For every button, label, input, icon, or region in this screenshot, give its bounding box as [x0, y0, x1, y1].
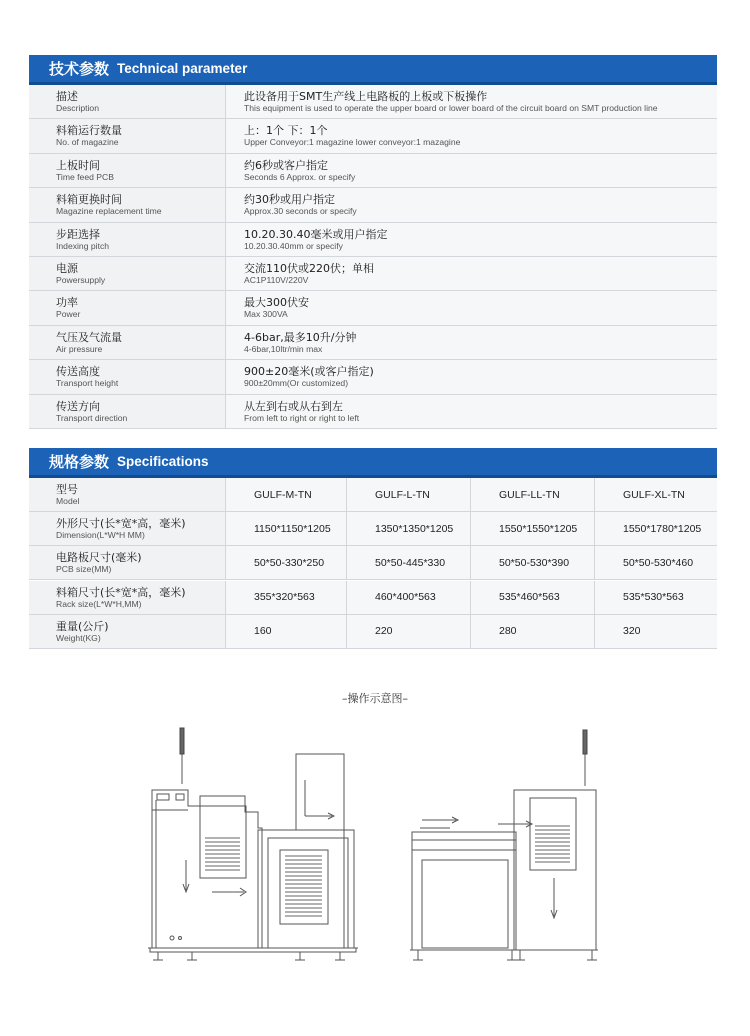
table-row [29, 360, 717, 394]
label-zh: 功率 [56, 296, 78, 310]
value-zh: 约30秒或用户指定 [244, 193, 335, 207]
table-cell: GULF-LL-TN [470, 478, 594, 511]
row-label [29, 546, 224, 579]
value-en: 900±20mm(Or customized) [244, 378, 349, 389]
table-row [29, 223, 717, 257]
label-zh: 料箱运行数量 [56, 124, 122, 138]
table-cell: 50*50-530*390 [470, 546, 594, 579]
section-title-en: Technical parameter [117, 61, 248, 76]
row-value [225, 291, 717, 324]
value-zh: 最大300伏安 [244, 296, 309, 310]
label-en: Transport height [56, 378, 119, 389]
row-label [29, 85, 224, 118]
value-en: AC1P110V/220V [244, 275, 309, 285]
table-row [29, 615, 717, 649]
diagram-caption: –操作示意图– [342, 692, 408, 705]
table-cell: 320 [594, 615, 717, 648]
label-zh: 重量(公斤) [56, 619, 109, 633]
specifications-header [29, 448, 717, 478]
table-cell: 355*320*563 [225, 581, 346, 614]
table-row [29, 257, 717, 291]
value-en: 4-6bar,10ltr/min max [244, 343, 323, 354]
table-row [29, 188, 717, 222]
row-value [225, 326, 717, 359]
side-view-drawing [410, 730, 598, 960]
label-en: Dimension(L*W*H MM) [56, 530, 145, 541]
label-en: Weight(KG) [56, 632, 101, 643]
label-en: Power [56, 309, 81, 320]
table-cell: 535*460*563 [470, 581, 594, 614]
operation-diagram [0, 720, 750, 980]
row-value [225, 85, 717, 118]
value-en: From left to right or right to left [244, 412, 360, 423]
value-en: 10.20.30.40mm or specify [244, 240, 343, 251]
label-zh: 步距选择 [56, 227, 100, 241]
row-label [29, 395, 224, 428]
value-zh: 10.20.30.40毫米或用户指定 [244, 227, 388, 241]
row-value [225, 257, 717, 290]
label-en: Description [56, 103, 99, 113]
specifications-table [29, 448, 717, 648]
table-row [29, 291, 717, 325]
value-en: Approx.30 seconds or specify [244, 206, 357, 217]
table-cell: GULF-XL-TN [594, 478, 717, 511]
row-label [29, 257, 224, 290]
value-zh: 此设备用于SMT生产线上电路板的上板或下板操作 [244, 90, 488, 103]
table-row [29, 546, 717, 580]
label-zh: 气压及气流量 [56, 330, 122, 344]
label-zh: 外形尺寸(长*宽*高，毫米) [56, 517, 186, 531]
label-zh: 料箱尺寸(长*宽*高，毫米) [56, 585, 186, 599]
value-zh: 约6秒或客户指定 [244, 158, 328, 172]
value-en: Seconds 6 Approx. or specify [244, 171, 356, 182]
label-zh: 电源 [56, 262, 78, 275]
table-cell: 160 [225, 615, 346, 648]
label-en: Time feed PCB [56, 171, 114, 182]
table-row [29, 512, 717, 546]
label-zh: 传送方向 [56, 399, 100, 413]
front-view-drawing [148, 728, 358, 960]
value-zh: 从左到右或从右到左 [244, 399, 343, 413]
table-cell: 1350*1350*1205 [346, 512, 470, 545]
row-label [29, 360, 224, 393]
value-zh: 交流110伏或220伏；单相 [244, 262, 374, 275]
row-label [29, 326, 224, 359]
row-label [29, 188, 224, 221]
value-en: This equipment is used to operate the upper board or lower board of the circuit board on SMT production line [244, 103, 658, 113]
row-value [225, 395, 717, 428]
label-zh: 描述 [56, 90, 78, 103]
row-label [29, 291, 224, 324]
label-zh: 传送高度 [56, 365, 100, 379]
row-label [29, 615, 224, 648]
label-en: PCB size(MM) [56, 564, 112, 575]
label-en: Indexing pitch [56, 240, 110, 251]
row-label [29, 581, 224, 614]
row-value [225, 360, 717, 393]
label-en: No. of magazine [56, 137, 119, 148]
section-title-en: Specifications [117, 454, 209, 469]
table-cell: 50*50-445*330 [346, 546, 470, 579]
row-value [225, 188, 717, 221]
label-zh: 电路板尺寸(毫米) [56, 551, 142, 565]
row-label [29, 154, 224, 187]
table-cell: 1550*1780*1205 [594, 512, 717, 545]
value-zh: 900±20毫米(或客户指定) [244, 365, 374, 379]
table-cell: GULF-L-TN [346, 478, 470, 511]
table-cell: 50*50-330*250 [225, 546, 346, 579]
label-zh: 上板时间 [56, 158, 100, 172]
label-en: Powersupply [56, 275, 106, 285]
table-row [29, 326, 717, 360]
table-cell: 535*530*563 [594, 581, 717, 614]
table-cell: 1150*1150*1205 [225, 512, 346, 545]
section-title-zh: 技术参数 [49, 60, 110, 78]
value-zh: 4-6bar,最多10升/分钟 [244, 330, 357, 344]
row-value [225, 119, 717, 152]
row-label [29, 478, 224, 511]
table-row [29, 119, 717, 153]
table-row [29, 395, 717, 429]
table-cell: 460*400*563 [346, 581, 470, 614]
label-zh: 料箱更换时间 [56, 193, 122, 207]
label-zh: 型号 [56, 483, 78, 496]
row-value [225, 154, 717, 187]
table-cell: 1550*1550*1205 [470, 512, 594, 545]
value-en: Max 300VA [244, 309, 288, 320]
label-en: Air pressure [56, 343, 103, 354]
table-row [29, 85, 717, 119]
table-row [29, 478, 717, 512]
label-en: Model [56, 496, 80, 506]
row-label [29, 223, 224, 256]
table-row [29, 154, 717, 188]
value-en: Upper Conveyor:1 magazine lower conveyor:1 mazagine [244, 137, 461, 148]
row-value [225, 223, 717, 256]
table-cell: GULF-M-TN [225, 478, 346, 511]
table-cell: 220 [346, 615, 470, 648]
technical-parameter-header [29, 55, 717, 85]
row-label [29, 119, 224, 152]
table-cell: 50*50-530*460 [594, 546, 717, 579]
label-en: Transport direction [56, 412, 128, 423]
table-row [29, 581, 717, 615]
row-label [29, 512, 224, 545]
label-en: Rack size(L*W*H,MM) [56, 598, 142, 609]
section-title-zh: 规格参数 [49, 453, 110, 471]
technical-parameter-table [29, 55, 717, 427]
value-zh: 上：1个 下：1个 [244, 124, 328, 138]
table-cell: 280 [470, 615, 594, 648]
label-en: Magazine replacement time [56, 206, 162, 217]
